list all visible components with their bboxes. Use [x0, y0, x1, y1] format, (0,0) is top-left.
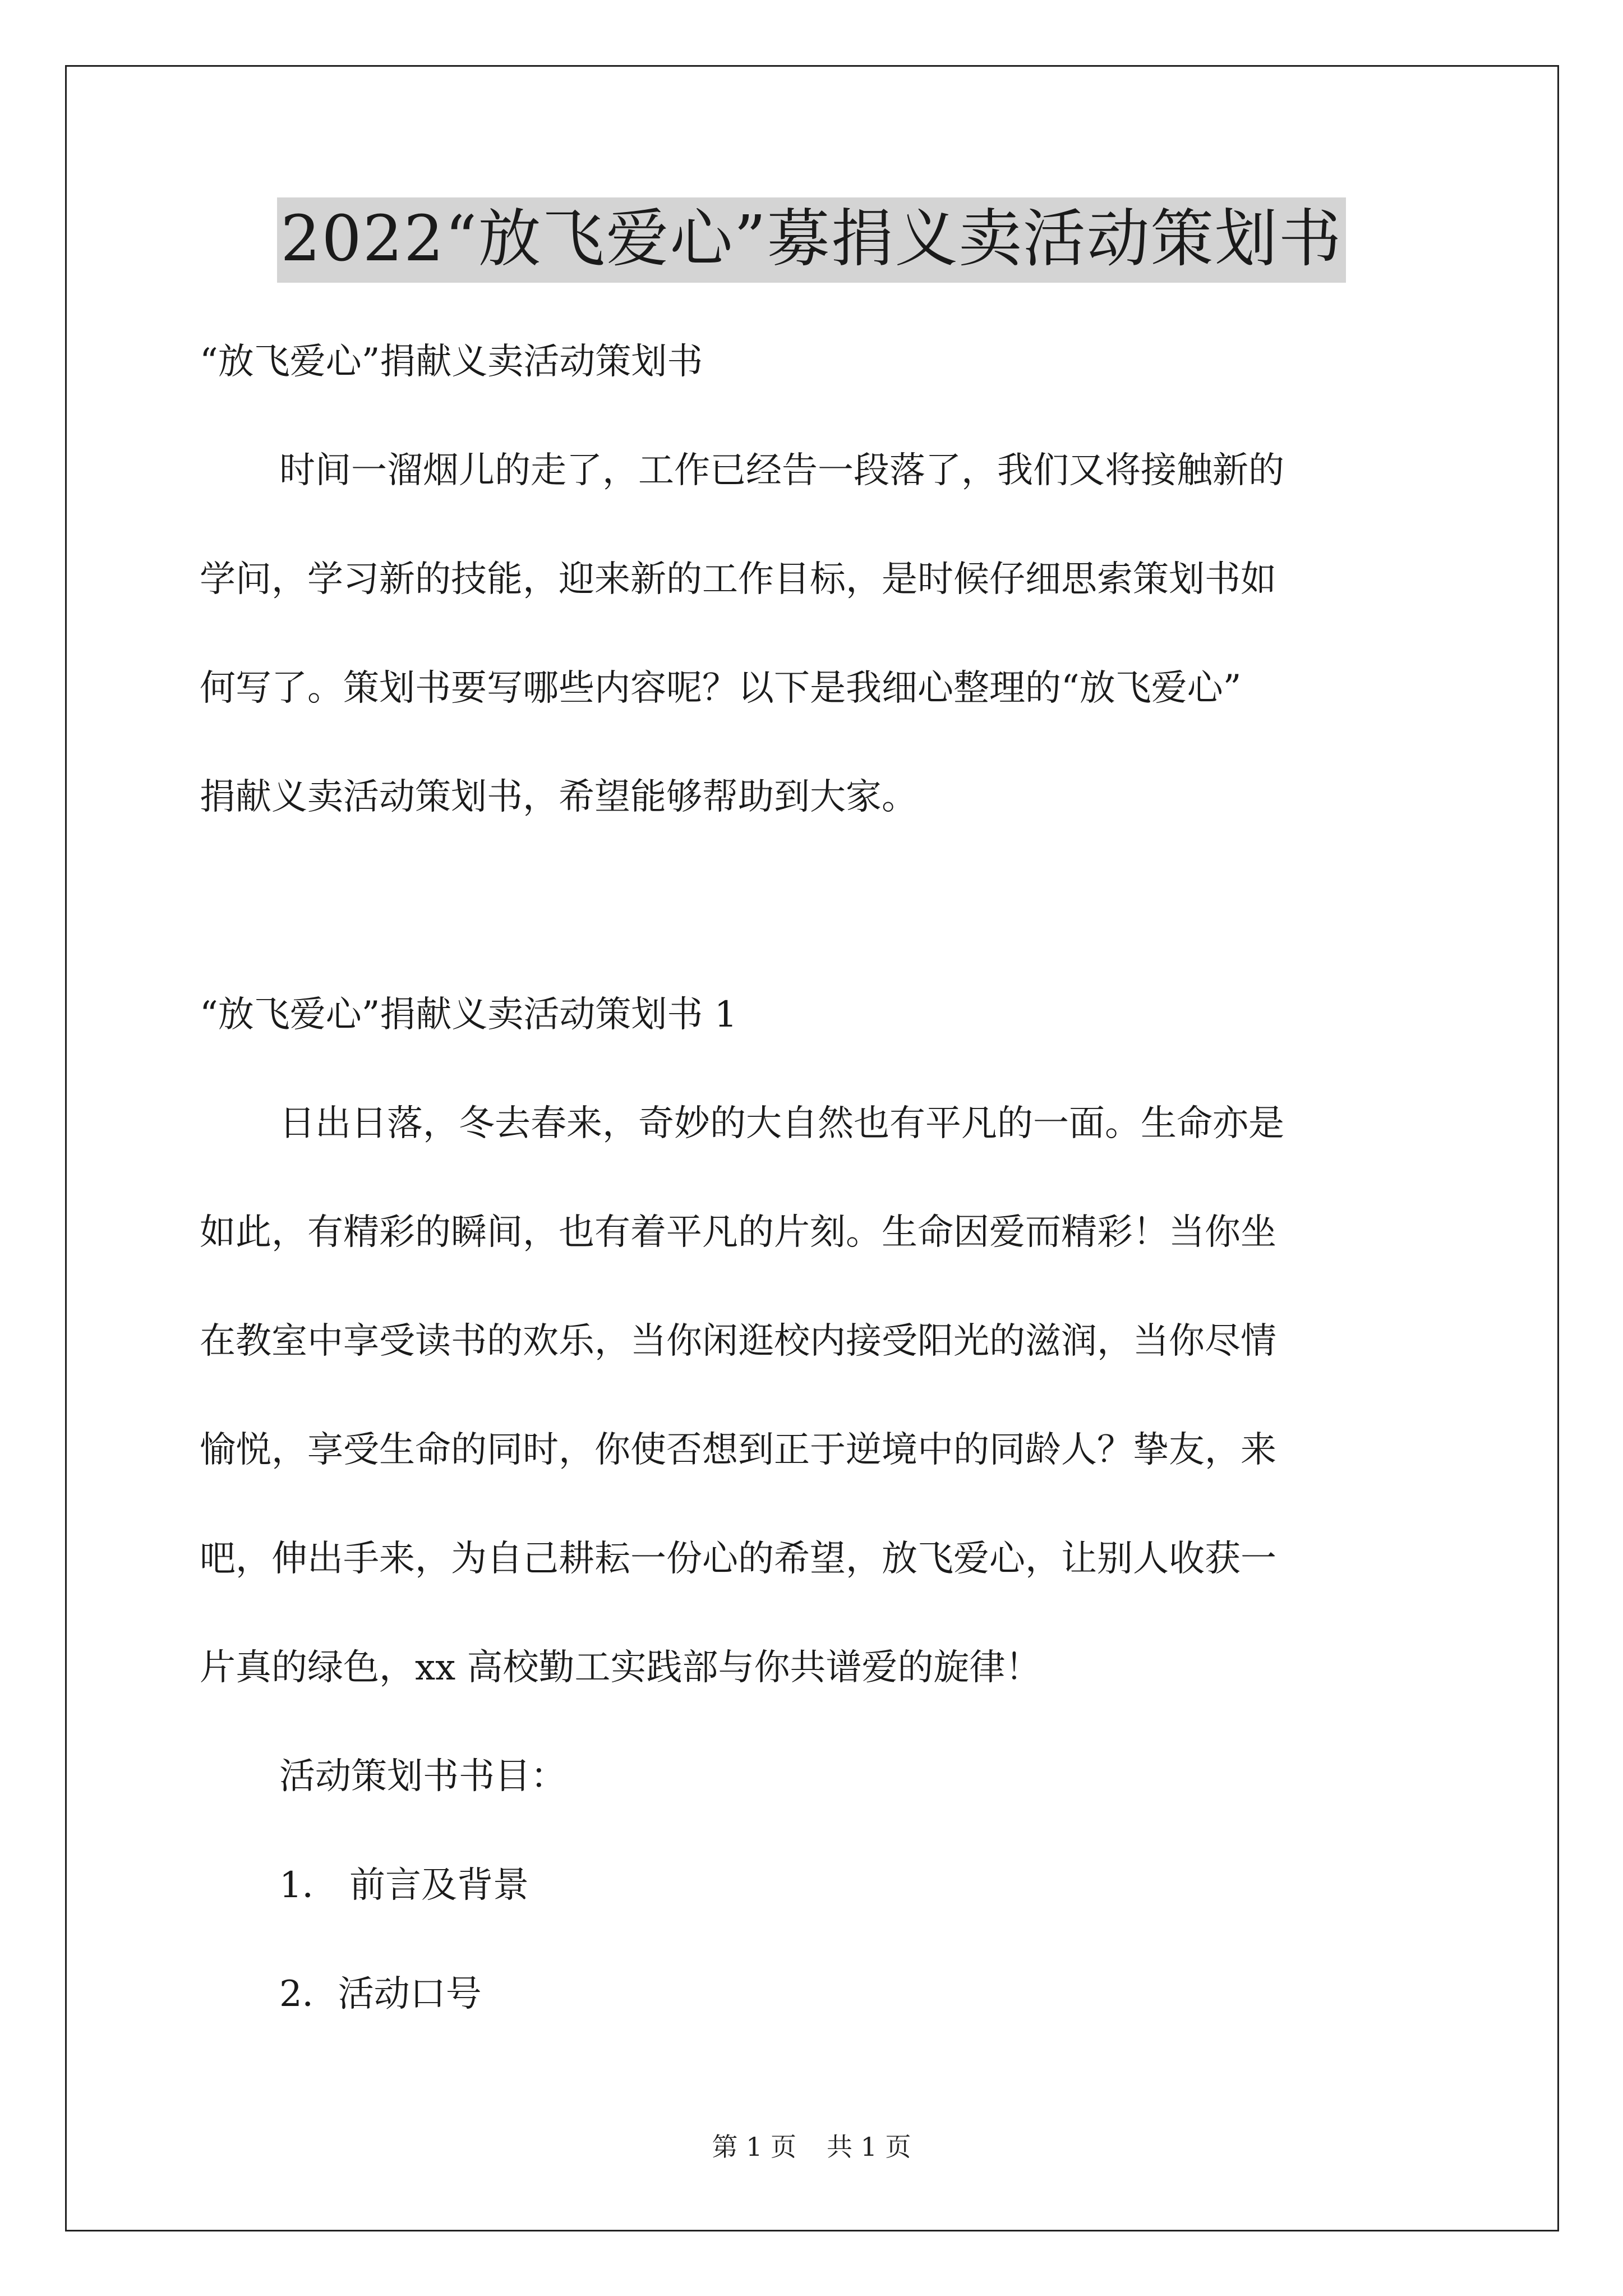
- section-line: 如此，有精彩的瞬间，也有着平凡的片刻。生命因爱而精彩！当你坐: [200, 1212, 1276, 1253]
- intro-line: 捐献义卖活动策划书，希望能够帮助到大家。: [200, 776, 917, 818]
- section-line: 吧，伸出手来，为自己耕耘一份心的希望，放飞爱心，让别人收获一: [200, 1538, 1276, 1580]
- outline-heading: 活动策划书书目：: [279, 1756, 566, 1797]
- page-number-total: 共 1 页: [827, 2132, 911, 2162]
- intro-line: 学问，学习新的技能，迎来新的工作目标，是时候仔细思索策划书如: [200, 559, 1276, 600]
- section-heading: “放飞爱心”捐献义卖活动策划书 1: [200, 994, 737, 1036]
- page-number-current: 第 1 页: [712, 2132, 796, 2162]
- section-line: 片真的绿色，xx 高校勤工实践部与你共谱爱的旋律！: [200, 1647, 1041, 1688]
- outline-item: 2．活动口号: [279, 1973, 482, 2015]
- intro-line: 何写了。策划书要写哪些内容呢？以下是我细心整理的“放飞爱心”: [200, 668, 1242, 709]
- document-title: 2022“放飞爱心”募捐义卖活动策划书: [277, 197, 1346, 283]
- document-subtitle: “放飞爱心”捐献义卖活动策划书: [200, 341, 703, 383]
- section-line: 日出日落，冬去春来，奇妙的大自然也有平凡的一面。生命亦是: [279, 1103, 1284, 1144]
- page-footer: [0, 2134, 1623, 2160]
- section-line: 愉悦，享受生命的同时，你使否想到正于逆境中的同龄人？挚友，来: [200, 1429, 1276, 1471]
- document-body: [200, 307, 1433, 2049]
- document-title-container: [0, 197, 1623, 283]
- intro-line: 时间一溜烟儿的走了，工作已经告一段落了，我们又将接触新的: [279, 450, 1284, 491]
- paragraph-gap: [200, 852, 1433, 960]
- section-line: 在教室中享受读书的欢乐，当你闲逛校内接受阳光的滋润，当你尽情: [200, 1320, 1276, 1362]
- outline-item: 1． 前言及背景: [279, 1865, 529, 1906]
